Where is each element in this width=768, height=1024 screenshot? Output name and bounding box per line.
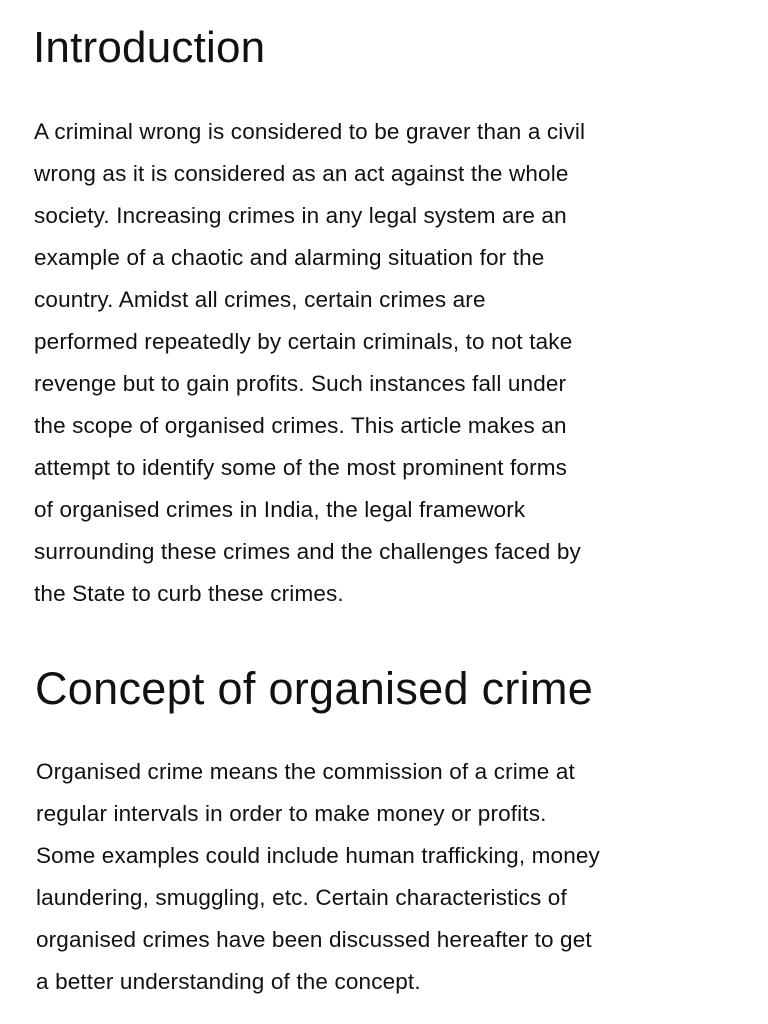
paragraph-line: surrounding these crimes and the challenges faced by (34, 539, 581, 564)
paragraph-line: of organised crimes in India, the legal framework (34, 497, 526, 522)
paragraph-line: a better understanding of the concept. (36, 969, 421, 994)
paragraph-line: society. Increasing crimes in any legal system are an (34, 203, 567, 228)
paragraph-line: revenge but to gain profits. Such instances fall under (34, 371, 567, 396)
concept-paragraph (36, 751, 600, 1003)
heading-introduction: Introduction (33, 23, 266, 72)
heading-concept-of-organised-crime: Concept of organised crime (35, 663, 594, 714)
paragraph-line: A criminal wrong is considered to be graver than a civil (34, 119, 586, 144)
paragraph-line: the scope of organised crimes. This article makes an (34, 413, 567, 438)
paragraph-line: regular intervals in order to make money or profits. (36, 801, 547, 826)
paragraph-line: laundering, smuggling, etc. Certain characteristics of (36, 885, 567, 910)
paragraph-line: attempt to identify some of the most prominent forms (34, 455, 568, 480)
paragraph-line: country. Amidst all crimes, certain crimes are (34, 287, 486, 312)
introduction-paragraph (34, 111, 585, 615)
paragraph-line: the State to curb these crimes. (34, 581, 344, 606)
paragraph-line: Organised crime means the commission of a crime at (36, 759, 575, 784)
paragraph-line: Some examples could include human trafficking, money (36, 843, 600, 868)
paragraph-line: wrong as it is considered as an act against the whole (34, 161, 569, 186)
paragraph-line: example of a chaotic and alarming situation for the (34, 245, 545, 270)
paragraph-line: performed repeatedly by certain criminals, to not take (34, 329, 573, 354)
paragraph-line: organised crimes have been discussed hereafter to get (36, 927, 592, 952)
